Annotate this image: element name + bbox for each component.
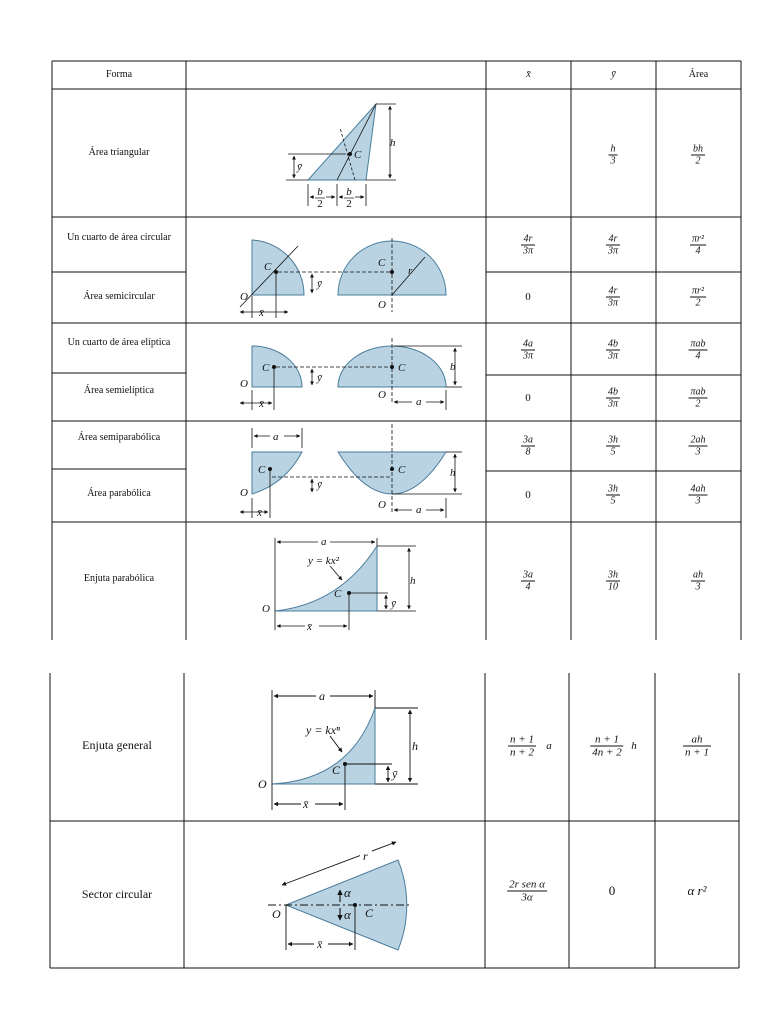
label-c-triangle: C (354, 149, 362, 161)
cell-cuarto-circular-ybar-den: 3π (607, 245, 619, 257)
cell-enjuta-parabolica-ybar-num: 3h (608, 569, 618, 581)
cell-semieliptica-ybar-num: 4b (607, 386, 618, 398)
label-o-parabola: O (378, 499, 386, 511)
triangle-diagram (286, 104, 396, 210)
spandrel-general-diagram (258, 689, 418, 811)
cell-cuarto-eliptica-area-den: 4 (695, 350, 701, 362)
label-general-eq: y = kxⁿ (306, 723, 340, 737)
label-o-quarter-circle: O (240, 291, 248, 303)
cell-parabolica-ybar-num: 3h (608, 483, 618, 495)
label-xbar-circle: x̄ (259, 307, 264, 319)
label-xbar-sector: x̄ (317, 937, 323, 951)
label-ybar-spandrel: ȳ (391, 598, 396, 610)
cell-semieliptica-xbar: 0 (525, 392, 531, 404)
label-c-semiellipse: C (398, 362, 406, 374)
label-c-quarter-ellipse: C (262, 362, 270, 374)
label-ybar-circle: ȳ (317, 278, 322, 290)
cell-parabolica-area-num: 4ah (690, 483, 706, 495)
cell-cuarto-circular-xbar-den: 3π (522, 245, 534, 257)
cell-enjuta-general-ybar-num: n + 1 (595, 733, 619, 746)
ellipse-diagrams (240, 338, 462, 410)
cell-cuarto-eliptica-ybar-den: 3π (607, 350, 619, 362)
circle-diagrams (240, 238, 446, 319)
cell-semieliptica-area-num: πab (690, 386, 706, 398)
cell-semicircular-xbar: 0 (525, 291, 531, 303)
cell-cuarto-eliptica-area-num: πab (690, 338, 706, 350)
parabola-diagrams (240, 424, 462, 519)
label-o-quarter-ellipse: O (240, 378, 248, 390)
cell-enjuta-general-xbar-num: n + 1 (510, 733, 534, 746)
cell-semicircular-ybar-num: 4r (608, 285, 618, 297)
cell-enjuta-general-xbar-suffix: a (546, 740, 552, 752)
row-name-parabolica: Área parabólica (87, 488, 151, 499)
label-ybar-triangle: ȳ (297, 161, 302, 173)
cell-sector-circular-ybar: 0 (608, 883, 616, 898)
label-ybar-general: ȳ (392, 767, 398, 781)
label-xbar-general: x̄ (303, 797, 309, 811)
label-alpha-bottom: α (344, 907, 351, 922)
label-c-spandrel: C (334, 588, 342, 600)
header-area: Área (688, 69, 709, 80)
cell-cuarto-circular-area-num: πr² (692, 233, 704, 245)
row-name-enjuta-general: Enjuta general (82, 738, 152, 752)
cell-sector-circular-xbar-den: 3α (521, 891, 533, 904)
label-xbar-spandrel: x̄ (307, 621, 312, 633)
cell-triangular-area-num: bh (693, 143, 703, 155)
cell-semiparabolica-ybar-num: 3h (608, 434, 618, 446)
cell-semiparabolica-ybar-den: 5 (610, 446, 616, 458)
label-c-quarter-circle: C (264, 261, 272, 273)
row-name-cuarto-eliptica: Un cuarto de área elíptica (67, 337, 171, 348)
label-h-spandrel: h (410, 575, 416, 587)
header-ybar: ȳ (611, 69, 616, 80)
label-h-triangle: h (390, 137, 396, 149)
label-ybar-parabola: ȳ (317, 479, 322, 491)
cell-sector-circular-xbar-num: 2r sen α (509, 878, 545, 891)
cell-parabolica-ybar-den: 5 (610, 495, 616, 507)
label-o-semiellipse: O (378, 389, 386, 401)
label-c-sector: C (365, 906, 374, 920)
label-o-general: O (258, 777, 267, 791)
row-name-enjuta-parabolica: Enjuta parabólica (83, 573, 155, 584)
cell-sector-circular-area: α r² (687, 883, 707, 898)
cell-enjuta-general-area-num: ah (691, 733, 703, 746)
cell-semieliptica-area-den: 2 (695, 398, 701, 410)
cell-semiparabolica-area-num: 2ah (690, 434, 706, 446)
row-name-semieliptica: Área semielíptica (83, 385, 155, 396)
label-xbar-ellipse: x̄ (259, 398, 264, 410)
label-a-spandrel: a (321, 536, 327, 548)
label-h-general: h (412, 739, 418, 753)
cell-enjuta-general-ybar-suffix: h (631, 740, 637, 752)
label-b-ellipse: b (450, 361, 456, 373)
header-xbar: x̄ (526, 69, 531, 80)
row-name-triangular: Área triangular (88, 147, 150, 158)
cell-cuarto-circular-area-den: 4 (695, 245, 701, 257)
cell-parabolica-xbar: 0 (525, 489, 531, 501)
row-name-semiparabolica: Área semiparabólica (77, 432, 161, 443)
label-r-semicircle: r (408, 265, 413, 277)
spandrel-parabolic-diagram (262, 536, 416, 633)
cell-semiparabolica-area-den: 3 (695, 446, 701, 458)
label-o-semiparabola: O (240, 487, 248, 499)
cell-parabolica-area-den: 3 (695, 495, 701, 507)
label-o-spandrel: O (262, 603, 270, 615)
cell-enjuta-general-xbar-den: n + 2 (510, 746, 534, 759)
cell-enjuta-general-area-den: n + 1 (685, 746, 709, 759)
cell-cuarto-eliptica-xbar-num: 4a (522, 338, 533, 350)
label-parabola-eq: y = kx² (308, 555, 339, 567)
label-c-parabola: C (398, 464, 406, 476)
label-ybar-ellipse: ȳ (317, 372, 322, 384)
label-o-sector: O (272, 907, 281, 921)
label-b-half-1-den: 2 (317, 198, 323, 210)
cell-semiparabolica-xbar-den: 8 (525, 446, 531, 458)
cell-triangular-ybar-den: 3 (610, 155, 616, 167)
cell-semicircular-ybar-den: 3π (607, 297, 619, 309)
label-h-parabola: h (450, 467, 456, 479)
header-forma: Forma (105, 69, 133, 80)
cell-semiparabolica-xbar-num: 3a (523, 434, 533, 446)
label-a-parabola: a (416, 504, 422, 516)
row-name-semicircular: Área semicircular (83, 291, 155, 302)
label-b-half-2-num: b (346, 186, 352, 198)
label-b-half-1-num: b (317, 186, 323, 198)
cell-semicircular-area-num: πr² (692, 285, 704, 297)
cell-triangular-ybar-num: h (610, 143, 616, 155)
cell-cuarto-eliptica-xbar-den: 3π (522, 350, 534, 362)
sector-diagram (268, 842, 412, 951)
label-b-half-2-den: 2 (346, 198, 352, 210)
row-name-cuarto-circular: Un cuarto de área circular (67, 232, 171, 243)
row-name-sector-circular: Sector circular (81, 887, 153, 901)
cell-enjuta-parabolica-xbar-num: 3a (523, 569, 533, 581)
label-c-general: C (332, 763, 341, 777)
cell-cuarto-circular-xbar-num: 4r (523, 233, 533, 245)
cell-enjuta-general-ybar-den: 4n + 2 (592, 746, 622, 759)
label-c-semiparabola: C (258, 464, 266, 476)
cell-cuarto-circular-ybar-num: 4r (608, 233, 618, 245)
cell-enjuta-parabolica-area-num: ah (693, 569, 703, 581)
label-a-semiparabola: a (273, 431, 279, 443)
label-alpha-top: α (344, 885, 351, 900)
cell-semicircular-area-den: 2 (695, 297, 701, 309)
label-xbar-parabola: x̄ (257, 507, 262, 519)
label-r-sector: r (363, 849, 368, 863)
cell-enjuta-parabolica-area-den: 3 (695, 581, 701, 593)
cell-enjuta-parabolica-xbar-den: 4 (525, 581, 531, 593)
cell-enjuta-parabolica-ybar-den: 10 (608, 581, 618, 593)
label-a-general: a (319, 689, 325, 703)
label-c-semicircle: C (378, 257, 386, 269)
cell-cuarto-eliptica-ybar-num: 4b (607, 338, 618, 350)
label-o-semicircle: O (378, 299, 386, 311)
cell-semieliptica-ybar-den: 3π (607, 398, 619, 410)
cell-triangular-area-den: 2 (695, 155, 701, 167)
label-a-ellipse: a (416, 396, 422, 408)
